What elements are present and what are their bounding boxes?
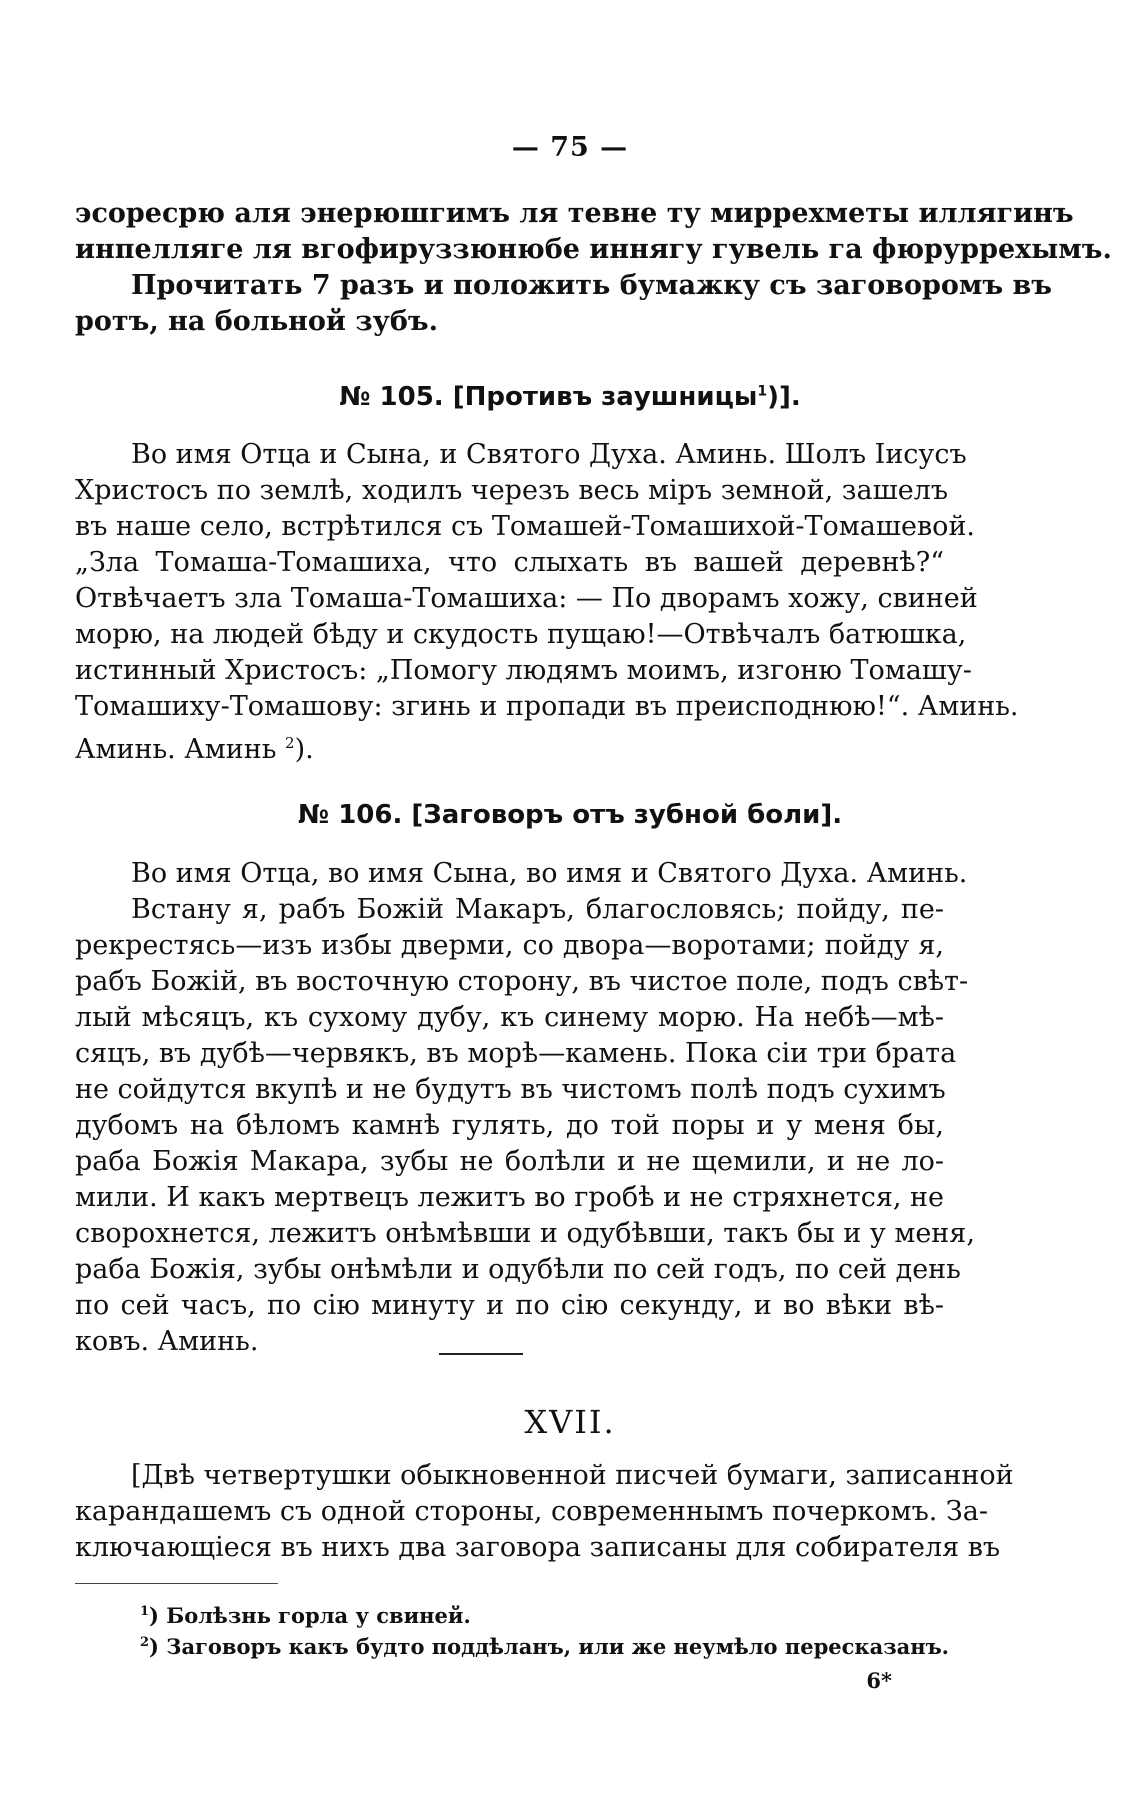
text-line: рабъ Божій, въ восточную сторону, въ чистое поле, подъ свѣт-: [75, 966, 969, 997]
heading-tail: )].: [767, 382, 801, 412]
text-line: мили. И какъ мертвецъ лежитъ во гробѣ и не стряхнется, не: [75, 1182, 944, 1213]
text-line: сяцъ, въ дубѣ—червякъ, въ морѣ—камень. Пока сіи три брата: [75, 1038, 957, 1069]
text-line: раба Божія Макара, зубы не болѣли и не щемили, и не ло-: [75, 1146, 944, 1177]
footnote-divider: [75, 1583, 278, 1584]
text-line: эсоресрю аля энерюшгимъ ля тевне ту миррехметы иллягинъ: [75, 198, 1074, 229]
text-line: ключающіеся въ нихъ два заговора записаны для собирателя въ: [75, 1532, 1001, 1563]
text-line: дубомъ на бѣломъ камнѣ гулять, до той поры и у меня бы,: [75, 1110, 944, 1141]
top-paragraph: [75, 196, 1112, 340]
section-105-heading: [0, 382, 1140, 412]
footnote-ref: 2: [285, 734, 295, 752]
text-line: не сойдутся вкупѣ и не будутъ въ чистомъ полѣ подъ сухимъ: [75, 1074, 946, 1105]
text-line-last: [75, 725, 944, 765]
text-line: [Двѣ четвертушки обыкновенной писчей бумаги, записанной: [131, 1460, 1014, 1491]
text-line: по сей часъ, по сію минуту и по сію секунду, и во вѣки вѣ-: [75, 1290, 944, 1321]
footnote-ref: 1: [757, 383, 768, 400]
footnote-text: ) Болѣзнь горла у свиней.: [149, 1603, 471, 1628]
text-line: Встану я, рабъ Божій Макаръ, благословясь; пойду, пе-: [131, 894, 944, 925]
text-line: раба Божія, зубы онѣмѣли и одубѣли по сей годъ, по сей день: [75, 1254, 961, 1285]
text-line: „Зла Томаша-Томашиха, что слыхать въ вашей деревнѣ?“: [75, 547, 944, 578]
text-fragment: ).: [294, 734, 314, 765]
footnote-2: [140, 1629, 949, 1661]
text-line: сворохнется, лежитъ онѣмѣвши и одубѣвши, такъ бы и у меня,: [75, 1218, 975, 1249]
text-line: Во имя Отца, во имя Сына, во имя и Святого Духа. Аминь.: [131, 858, 968, 889]
text-line: рекрестясь—изъ избы дверми, со двора—воротами; пойду я,: [75, 930, 944, 961]
footnote-text: ) Заговоръ какъ будто поддѣланъ, или же неумѣло пересказанъ.: [149, 1634, 949, 1659]
footnote-mark: 1: [140, 1604, 150, 1619]
section-106-heading: № 106. [Заговоръ отъ зубной боли].: [297, 800, 843, 830]
section-105-body: [75, 437, 1019, 765]
text-line: инпелляге ля вгофируззюнюбе иннягу гувель га фюрурреxымъ.: [75, 234, 1112, 265]
text-line: ротъ, на больной зубъ.: [75, 306, 438, 337]
section-106-body: [75, 856, 975, 1360]
section-divider: [439, 1353, 523, 1355]
text-line: Во имя Отца и Сына, и Святого Духа. Аминь. Шолъ Іисусъ: [131, 439, 967, 470]
text-line: въ наше село, встрѣтился съ Томашей-Томашихой-Томашевой.: [75, 511, 976, 542]
text-line: карандашемъ съ одной стороны, современнымъ почеркомъ. За-: [75, 1496, 988, 1527]
signature-mark: 6*: [866, 1668, 892, 1693]
footnote-mark: 2: [140, 1635, 150, 1650]
text-line: Томашиху-Томашову: згинь и пропади въ преисподнюю!“. Аминь.: [75, 691, 1019, 722]
text-line: морю, на людей бѣду и скудость пущаю!—Отвѣчалъ батюшка,: [75, 619, 967, 650]
text-line: Отвѣчаетъ зла Томаша-Томашиха: — По дворамъ хожу, свиней: [75, 583, 978, 614]
text-line: истинный Христосъ: „Помогу людямъ моимъ, изгоню Томашу-: [75, 655, 972, 686]
footnote-1: [140, 1598, 471, 1630]
page-number: — 75 —: [511, 132, 629, 163]
text-line: ковъ. Аминь.: [75, 1326, 259, 1357]
text-line: Прочитать 7 разъ и положить бумажку съ заговоромъ въ: [131, 270, 1052, 301]
section-numeral: XVII.: [524, 1403, 616, 1441]
heading-text: № 105. [Противъ заушницы: [339, 382, 758, 412]
text-fragment: Аминь. Аминь: [75, 734, 277, 765]
text-line: лый мѣсяцъ, къ сухому дубу, къ синему морю. На небѣ—мѣ-: [75, 1002, 944, 1033]
section-xvii-body: [75, 1458, 1014, 1566]
text-line: Христосъ по землѣ, ходилъ черезъ весь міръ земной, зашелъ: [75, 475, 949, 506]
